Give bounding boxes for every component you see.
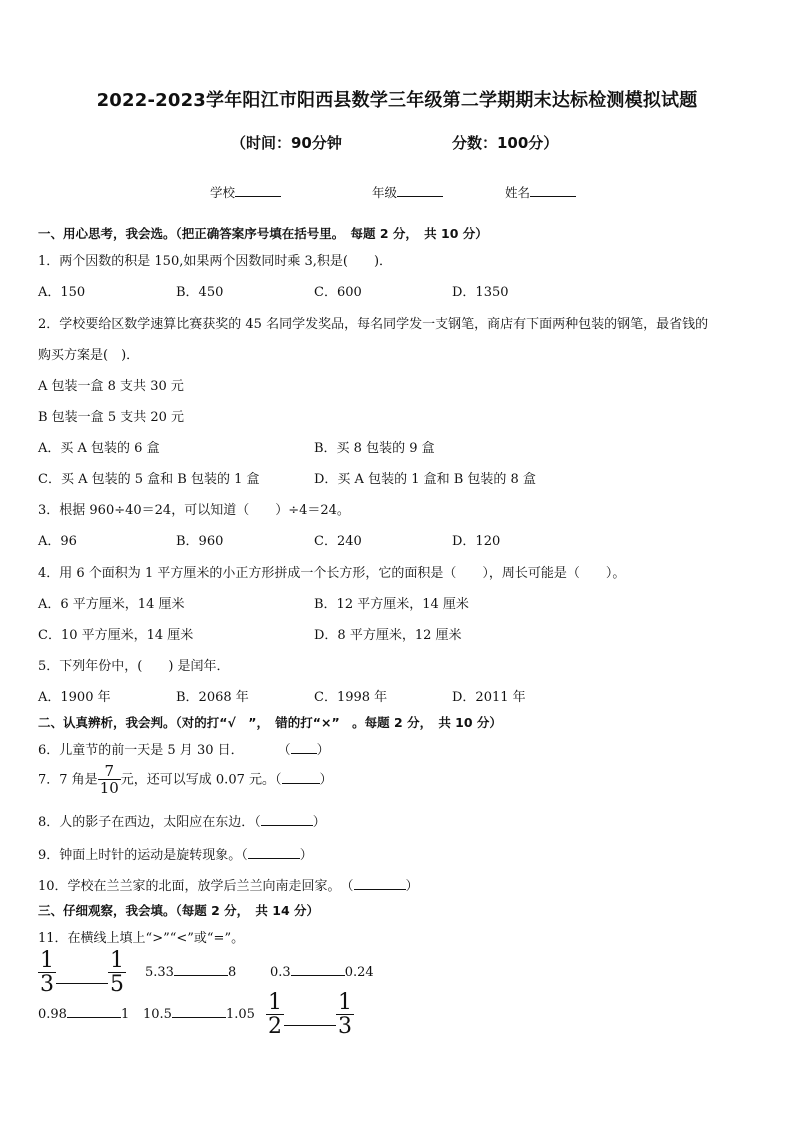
- q11-fraction-1-3-right: [336, 992, 354, 1038]
- q5-option-c: C．1998 年: [314, 690, 388, 705]
- q7-pre: 7．7 角是: [38, 772, 98, 788]
- q8-answer-blank[interactable]: [261, 812, 313, 826]
- q11-left-value: 0.98: [38, 1007, 67, 1022]
- q11-left-value: 10.5: [143, 1007, 172, 1022]
- q3-text: 3．根据 960÷40＝24，可以知道（ ）÷4＝24。: [38, 503, 350, 518]
- denominator: 2: [268, 1014, 282, 1039]
- q4-text: 4．用 6 个面积为 1 平方厘米的小正方形拼成一个长方形，它的面积是（ ），周长可能是（ ）。: [38, 566, 626, 581]
- q11-row2-item1: [38, 1005, 129, 1022]
- q7-close: ）: [319, 772, 333, 788]
- q11-row1-item1: [38, 950, 126, 996]
- numerator: 1: [40, 948, 54, 973]
- q11-right-value: 0.24: [344, 965, 374, 980]
- name-label: 姓名: [505, 185, 531, 200]
- time-label: （时间：90分钟: [231, 134, 342, 152]
- q11-blank-6[interactable]: [284, 1013, 336, 1026]
- q6-paren-open: （: [277, 743, 291, 758]
- section-3-heading: 三、仔细观察，我会填。（每题 2 分， 共 14 分）: [38, 903, 320, 918]
- q11-fraction-1-3-left: [38, 950, 56, 996]
- section-1-heading: 一、用心思考，我会选。（把正确答案序号填在括号里。 每题 2 分， 共 10 分）: [38, 226, 488, 241]
- q4-option-c: C．10 平方厘米，14 厘米: [38, 628, 194, 643]
- q2-text-line2: 购买方案是( )．: [38, 348, 140, 363]
- q2-option-a: A．买 A 包装的 6 盒: [38, 441, 160, 456]
- q9-close: ）: [299, 848, 313, 863]
- q2-option-d: D．买 A 包装的 1 盒和 B 包装的 8 盒: [314, 472, 536, 487]
- q11-row2-item2: [143, 1005, 255, 1022]
- q11-right-value: 8: [227, 965, 237, 980]
- denominator: 3: [338, 1014, 352, 1039]
- q3-option-c: C．240: [314, 534, 362, 549]
- q7-fraction-denominator: 10: [99, 779, 119, 797]
- q5-option-a: A．1900 年: [38, 690, 111, 705]
- q7-fraction: [98, 764, 121, 796]
- q10-text: 10．学校在兰兰家的北面，放学后兰兰向南走回家。 （: [38, 879, 354, 894]
- q5-option-d: D．2011 年: [452, 690, 526, 705]
- q9-row: [38, 844, 313, 863]
- q8-text: 8．人的影子在西边，太阳应在东边．（: [38, 815, 261, 830]
- q11-fraction-1-2: [266, 992, 284, 1038]
- q8-row: [38, 811, 326, 830]
- q3-option-b: B．960: [176, 534, 224, 549]
- q11-right-value: 1.05: [225, 1007, 255, 1022]
- denominator: 5: [110, 972, 124, 997]
- q2-package-a: A 包装一盒 8 支共 30 元: [38, 379, 184, 394]
- q1-option-c: C．600: [314, 285, 362, 300]
- q7-row: [38, 764, 333, 796]
- section-2-heading: 二、认真辨析，我会判。（对的打“√ ”， 错的打“×” 。每题 2 分， 共 10 分）: [38, 715, 502, 730]
- numerator: 1: [110, 948, 124, 973]
- q8-close: ）: [312, 815, 326, 830]
- numerator: 1: [338, 990, 352, 1015]
- school-blank[interactable]: [235, 184, 281, 197]
- denominator: 3: [40, 972, 54, 997]
- numerator: 1: [268, 990, 282, 1015]
- q4-option-a: A．6 平方厘米，14 厘米: [38, 597, 185, 612]
- q3-option-d: D．120: [452, 534, 501, 549]
- q9-answer-blank[interactable]: [248, 845, 300, 859]
- q11-right-value: 1: [120, 1007, 130, 1022]
- grade-label: 年级: [372, 185, 398, 200]
- q11-blank-4[interactable]: [67, 1005, 121, 1018]
- q11-blank-2[interactable]: [174, 963, 228, 976]
- name-field: [505, 183, 576, 201]
- q11-left-value: 5.33: [145, 965, 174, 980]
- q11-blank-3[interactable]: [291, 963, 345, 976]
- q10-close: ）: [405, 879, 419, 894]
- name-blank[interactable]: [530, 184, 576, 197]
- grade-field: [372, 183, 443, 201]
- q6-row: [38, 739, 330, 758]
- q5-option-b: B．2068 年: [176, 690, 249, 705]
- q7-answer-blank[interactable]: [282, 770, 320, 784]
- q11-row1-item2: [145, 963, 236, 980]
- q2-option-b: B．买 8 包装的 9 盒: [314, 441, 435, 456]
- q2-package-b: B 包装一盒 5 支共 20 元: [38, 410, 185, 425]
- score-label: 分数：100分）: [452, 134, 559, 152]
- q11-left-value: 0.3: [270, 965, 291, 980]
- q7-fraction-numerator: 7: [104, 762, 114, 780]
- q6-text: 6．儿童节的前一天是 5 月 30 日．: [38, 743, 244, 758]
- q2-option-c: C．买 A 包装的 5 盒和 B 包装的 1 盒: [38, 472, 260, 487]
- q4-option-d: D．8 平方厘米，12 厘米: [314, 628, 462, 643]
- q1-option-b: B．450: [176, 285, 224, 300]
- q11-row1-item3: [270, 963, 374, 980]
- q10-answer-blank[interactable]: [354, 876, 406, 890]
- q11-row2-item3: [266, 992, 354, 1038]
- q6-answer-blank[interactable]: [291, 740, 317, 754]
- q11-blank-5[interactable]: [172, 1005, 226, 1018]
- q11-fraction-1-5: [108, 950, 126, 996]
- grade-blank[interactable]: [397, 184, 443, 197]
- q11-text: 11．在横线上填上“>”“<”或“=”。: [38, 931, 245, 946]
- q9-text: 9．钟面上时针的运动是旋转现象。（: [38, 848, 248, 863]
- q4-option-b: B．12 平方厘米，14 厘米: [314, 597, 469, 612]
- q2-text-line1: 2．学校要给区数学速算比赛获奖的 45 名同学发奖品，每名同学发一支钢笔，商店有下面两种包装的钢笔，最省钱的: [38, 317, 709, 332]
- q11-blank-1[interactable]: [56, 971, 108, 984]
- q7-post: 元，还可以写成 0.07 元。（: [120, 772, 282, 788]
- q3-option-a: A．96: [38, 534, 77, 549]
- q5-text: 5．下列年份中，( ) 是闰年．: [38, 659, 230, 674]
- q1-text: 1．两个因数的积是 150,如果两个因数同时乘 3,积是( )．: [38, 254, 393, 269]
- page-title: 2022-2023学年阳江市阳西县数学三年级第二学期期末达标检测模拟试题: [96, 90, 698, 111]
- q6-paren-close: ）: [316, 743, 330, 758]
- q1-option-d: D．1350: [452, 285, 509, 300]
- q10-row: [38, 875, 419, 894]
- school-label: 学校: [210, 185, 236, 200]
- school-field: [210, 183, 281, 201]
- q1-option-a: A．150: [38, 285, 86, 300]
